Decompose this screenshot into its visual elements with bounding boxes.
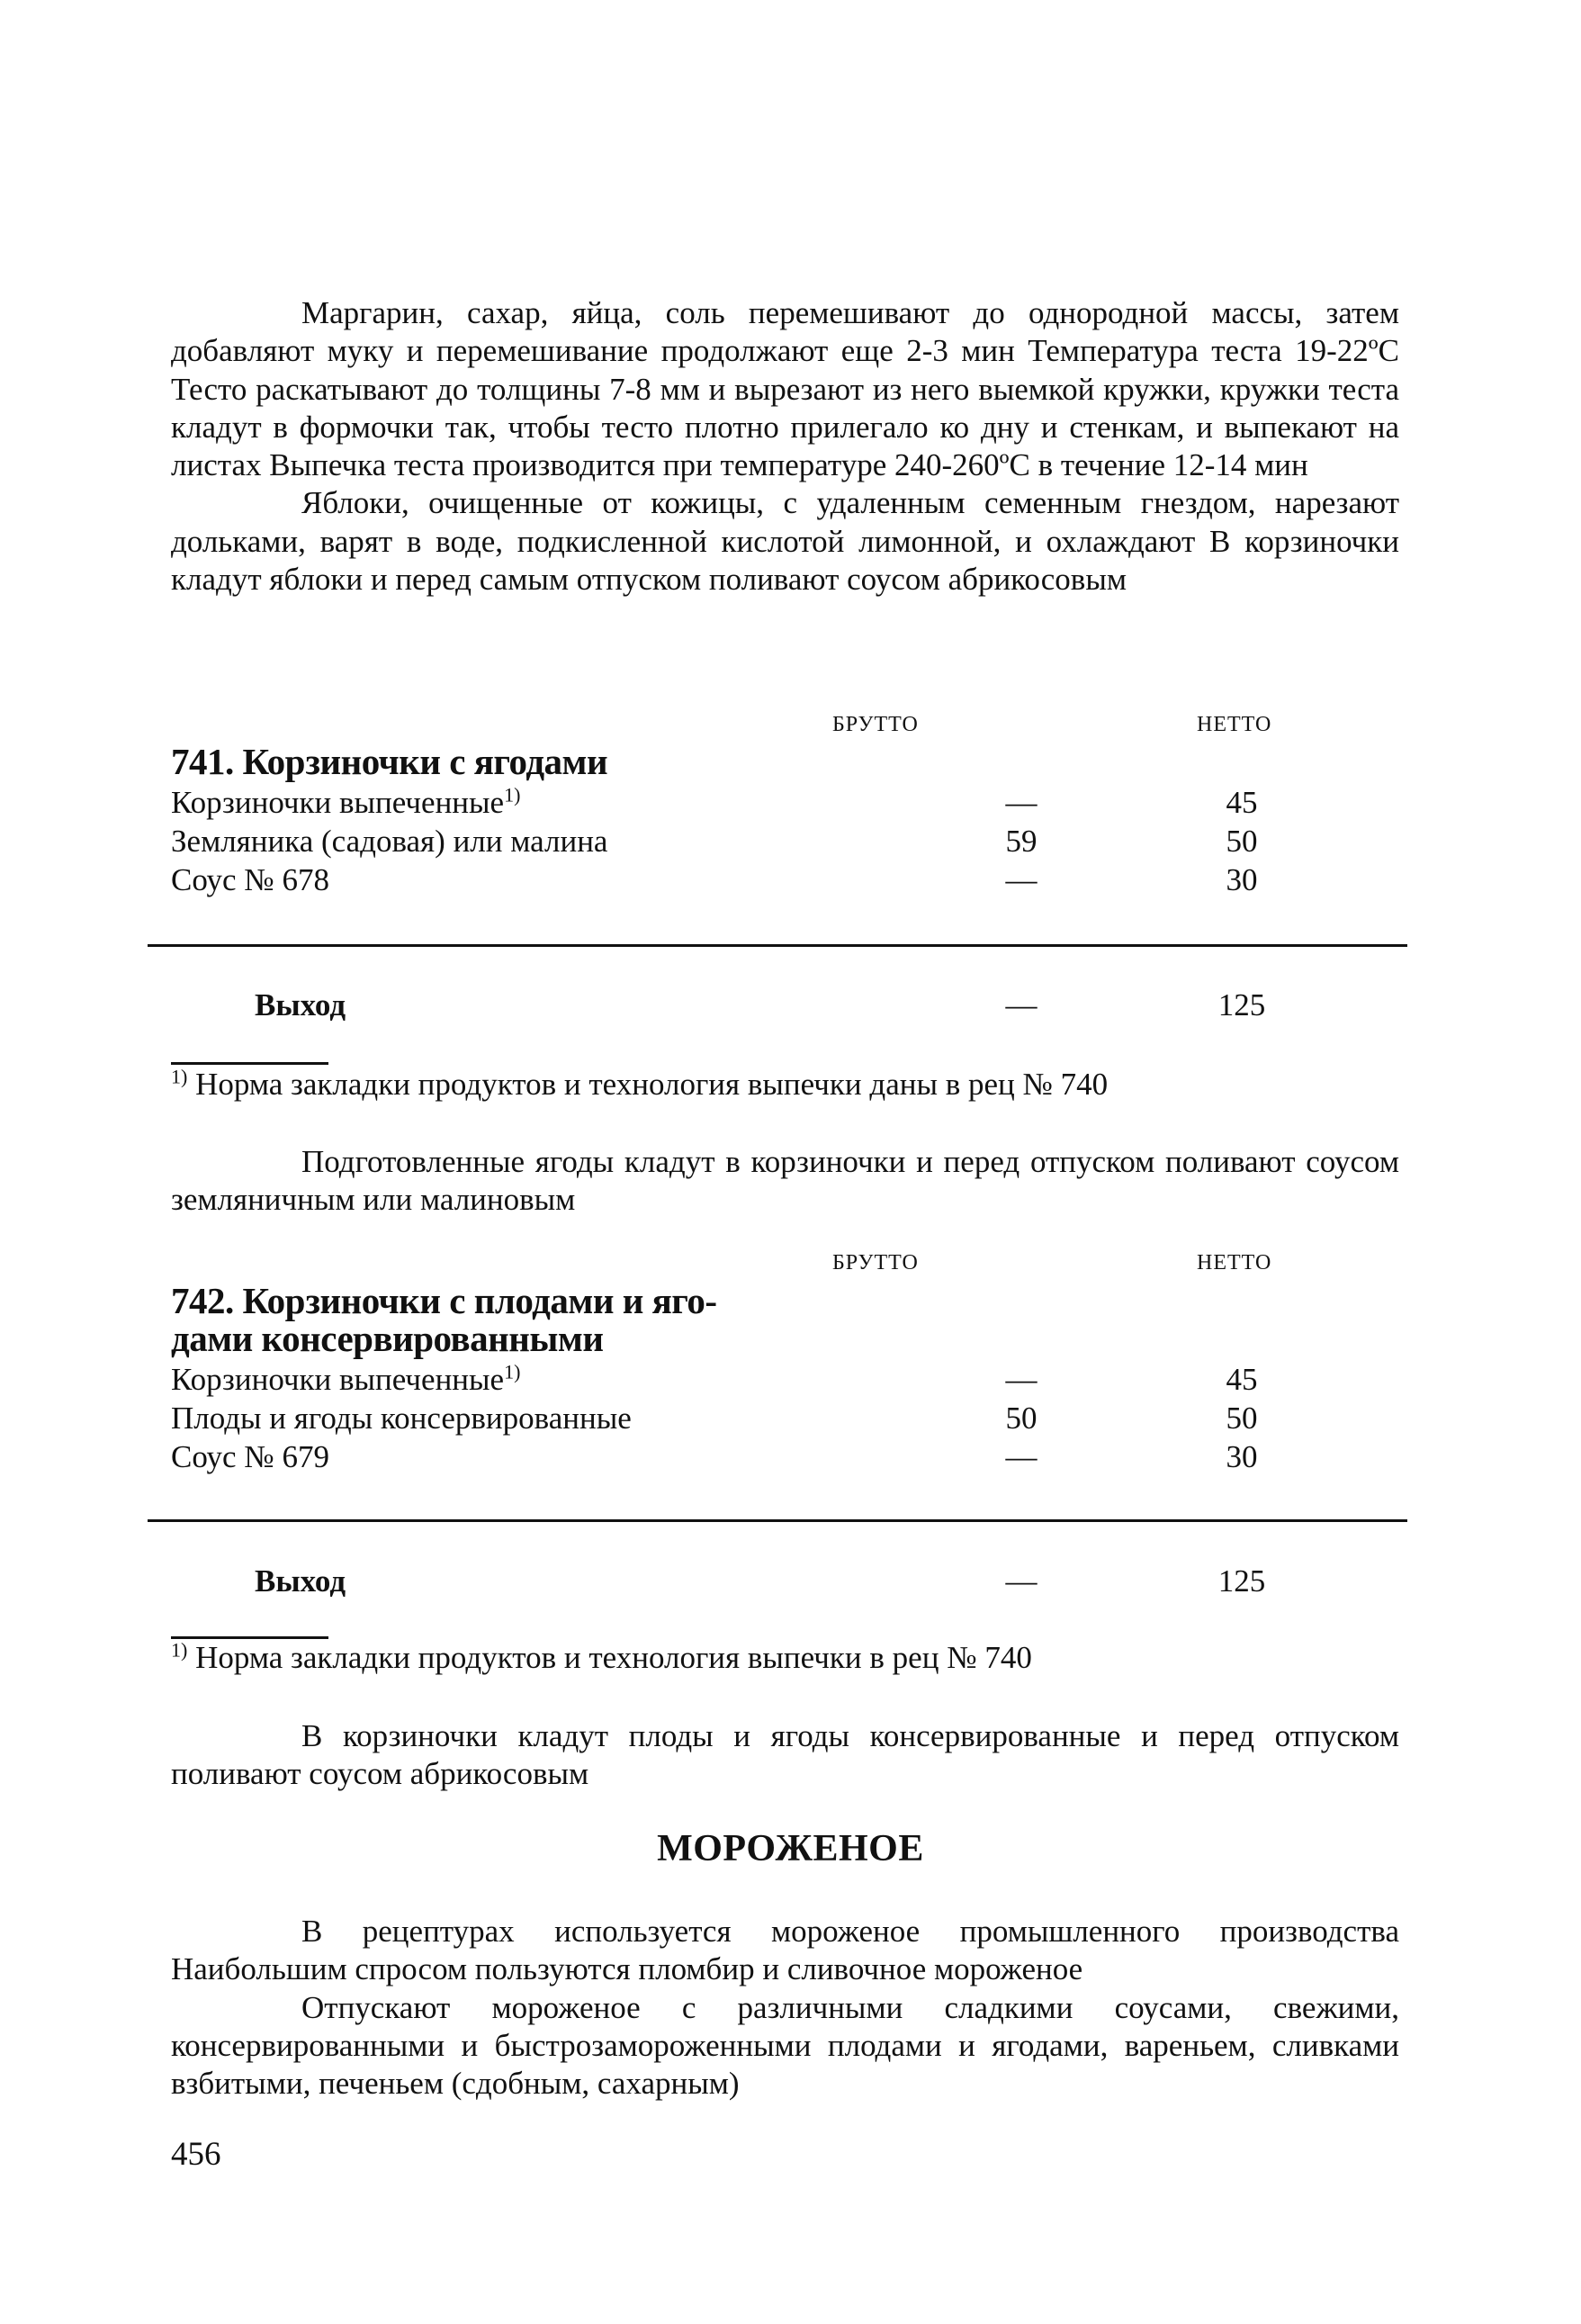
recipe-742-row — [171, 1399, 1269, 1437]
ingredient-name: Плоды и ягоды консервированные — [171, 1401, 632, 1436]
recipe-742-title-line-1: 742. Корзиночки с плодами и яго- — [171, 1280, 717, 1321]
description-text: В корзиночки кладут плоды и ягоды консервированные и перед отпуском поливают соусом абрикосовым — [171, 1718, 1399, 1792]
table-rule — [148, 1519, 1407, 1522]
table-rule — [148, 944, 1407, 947]
gross-value: — — [1005, 1439, 1038, 1474]
recipe-741-row — [171, 822, 1269, 860]
column-header-net: НЕТТО — [1197, 713, 1272, 736]
gross-value: 50 — [1005, 1401, 1038, 1436]
footnote-rule — [171, 1636, 328, 1639]
recipe-742-yield-gross: — — [1005, 1563, 1038, 1599]
net-value: 50 — [1226, 824, 1258, 859]
intro-paragraph-1: Маргарин, сахар, яйца, соль перемешивают до однородной массы, затем добавляют муку и перемешивание продолжают еще 2-3 мин Температура теста 19-22ºС Тесто раскатывают до толщины 7-8 мм и вырезают из него выемкой кружки, кружки теста кладут в формочки так, чтобы тесто плотно прилегало ко дну и стенкам, и выпекают на листах Выпечка теста производится при температуре 240-260ºС в течение 12-14 мин — [171, 295, 1399, 483]
recipe-741-yield-net: 125 — [1217, 987, 1266, 1022]
column-header-gross: БРУТТО — [832, 713, 919, 736]
section-text — [171, 1913, 1399, 2103]
gross-value: 59 — [1005, 824, 1038, 859]
net-value: 30 — [1226, 862, 1258, 897]
gross-value: — — [1005, 785, 1038, 820]
recipe-742-yield-label: Выход — [255, 1563, 346, 1599]
recipe-742-description — [171, 1717, 1399, 1794]
gross-value: — — [1005, 862, 1038, 897]
ingredient-name: Соус № 678 — [171, 862, 329, 897]
net-value: 50 — [1226, 1401, 1258, 1436]
column-header-gross: БРУТТО — [832, 1251, 919, 1275]
footnote-text: Норма закладки продуктов и технология выпечки даны в рец № 740 — [195, 1067, 1109, 1102]
footnote-marker: 1) — [171, 1065, 188, 1088]
description-text: Подготовленные ягоды кладут в корзиночки и перед отпуском поливают соусом земляничным или малиновым — [171, 1144, 1399, 1218]
footnote-text: Норма закладки продуктов и технология выпечки в рец № 740 — [195, 1640, 1032, 1675]
footnote-marker: 1) — [171, 1638, 188, 1662]
column-header-net: НЕТТО — [1197, 1251, 1272, 1275]
net-value: 45 — [1226, 785, 1258, 820]
recipe-741-yield-label: Выход — [255, 987, 346, 1022]
footnote-rule — [171, 1062, 328, 1065]
recipe-742-title-line-2: дами консервированными — [171, 1318, 604, 1359]
ingredient-name: Корзиночки выпеченные$^{1)}$ — [171, 1360, 521, 1397]
intro-paragraph-2: Яблоки, очищенные от кожицы, с удаленным семенным гнездом, нарезают дольками, варят в воде, подкисленной кислотой лимонной, и охлаждают В корзиночки кладут яблоки и перед самым отпуском поливают соусом абрикосовым — [171, 485, 1399, 598]
section-title: МОРОЖЕНОЕ — [657, 1828, 924, 1869]
recipe-741-title: 741. Корзиночки с ягодами — [171, 741, 608, 782]
net-value: 45 — [1226, 1362, 1258, 1397]
gross-value: — — [1005, 1362, 1038, 1397]
ingredient-name: Корзиночки выпеченные$^{1)}$ — [171, 783, 521, 820]
recipe-742-yield-net: 125 — [1217, 1563, 1266, 1599]
recipe-741-yield-gross: — — [1005, 987, 1038, 1022]
section-paragraph-2: Отпускают мороженое с различными сладкими соусами, свежими, консервированными и быстрозамороженными плодами и ягодами, вареньем, сливками взбитыми, печеньем (сдобным, сахарным) — [171, 1989, 1399, 2102]
ingredient-name: Земляника (садовая) или малина — [171, 824, 608, 859]
recipe-741-footnote — [171, 1067, 1108, 1103]
recipe-741-row — [171, 860, 1269, 899]
recipe-741-description — [171, 1143, 1399, 1220]
footnote-marker: 1) — [504, 1360, 521, 1383]
ingredient-name: Соус № 679 — [171, 1439, 329, 1474]
intro-text — [171, 294, 1399, 599]
footnote-marker: 1) — [504, 783, 521, 806]
recipe-741-row — [171, 783, 1269, 822]
page-number: 456 — [171, 2136, 221, 2173]
recipe-742-row — [171, 1437, 1269, 1476]
recipe-742-footnote — [171, 1640, 1032, 1676]
section-paragraph-1: В рецептурах используется мороженое промышленного производства Наибольшим спросом пользуются пломбир и сливочное мороженое — [171, 1914, 1399, 1987]
net-value: 30 — [1226, 1439, 1258, 1474]
recipe-742-row — [171, 1360, 1269, 1399]
